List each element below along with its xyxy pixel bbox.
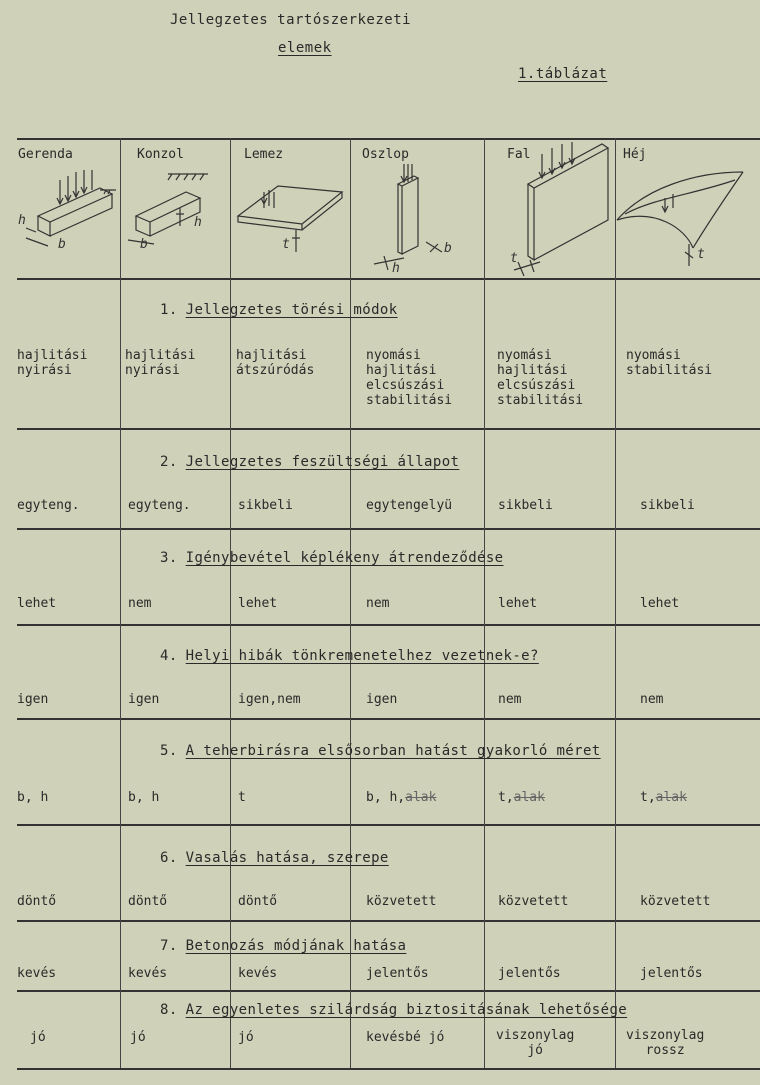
table-cell: egyteng. bbox=[17, 498, 80, 513]
table-cell: lehet bbox=[238, 596, 278, 611]
oszlop-b-label: b bbox=[444, 241, 452, 256]
fal-t-label: t bbox=[510, 251, 518, 266]
section-number: 7. bbox=[160, 938, 178, 954]
shell-icon bbox=[615, 168, 755, 268]
beam-h-label: h bbox=[18, 213, 26, 228]
konzol-b-label: b bbox=[140, 237, 148, 252]
page-subtitle: elemek bbox=[278, 40, 332, 56]
section-title bbox=[160, 454, 459, 470]
table-cell: b, h bbox=[128, 790, 160, 805]
beam-b-label: b bbox=[58, 237, 66, 252]
section-number: 4. bbox=[160, 648, 178, 664]
struck-text: alak bbox=[405, 790, 437, 805]
table-cell-value: t, bbox=[498, 790, 514, 805]
row-divider bbox=[17, 528, 760, 530]
table-cell bbox=[498, 790, 545, 805]
table-cell: viszonylag rossz bbox=[626, 1028, 705, 1058]
konzol-h-label: h bbox=[194, 215, 202, 230]
table-top-border bbox=[17, 138, 760, 140]
hej-t-label: t bbox=[697, 247, 705, 262]
cantilever-icon bbox=[124, 168, 230, 258]
section-title bbox=[160, 550, 504, 566]
section-number: 8. bbox=[160, 1002, 178, 1018]
wall-icon bbox=[488, 140, 614, 278]
table-cell: sikbeli bbox=[640, 498, 695, 513]
row-divider bbox=[17, 624, 760, 626]
table-cell: b, h bbox=[17, 790, 49, 805]
table-cell: igen bbox=[17, 692, 49, 707]
section-heading: Igénybevétel képlékeny átrendeződése bbox=[185, 550, 504, 566]
table-cell: nem bbox=[498, 692, 522, 707]
table-cell bbox=[366, 790, 436, 805]
table-cell: viszonylag jó bbox=[496, 1028, 575, 1058]
table-cell: közvetett bbox=[498, 894, 569, 909]
section-number: 1. bbox=[160, 302, 178, 318]
section-number: 2. bbox=[160, 454, 178, 470]
section-title bbox=[160, 743, 601, 759]
table-cell-value: b, h, bbox=[366, 790, 406, 805]
column-divider bbox=[350, 138, 351, 1068]
table-cell: kevés bbox=[128, 966, 168, 981]
table-cell: jó bbox=[130, 1030, 146, 1045]
table-cell: sikbeli bbox=[238, 498, 293, 513]
table-cell: igen bbox=[366, 692, 398, 707]
table-cell: közvetett bbox=[366, 894, 437, 909]
table-cell: hajlitási nyirási bbox=[125, 348, 196, 378]
table-cell: egyteng. bbox=[128, 498, 191, 513]
section-heading: Jellegzetes törési módok bbox=[185, 302, 398, 318]
table-cell: jelentős bbox=[498, 966, 561, 981]
section-title bbox=[160, 938, 406, 954]
table-cell: kevés bbox=[238, 966, 278, 981]
table-cell: igen,nem bbox=[238, 692, 301, 707]
section-heading: Betonozás módjának hatása bbox=[185, 938, 407, 954]
page-title: Jellegzetes tartószerkezeti bbox=[170, 12, 412, 28]
table-cell: jó bbox=[30, 1030, 46, 1045]
column-header-lemez: Lemez bbox=[244, 147, 284, 162]
table-cell: igen bbox=[128, 692, 160, 707]
table-cell bbox=[640, 790, 687, 805]
table-cell: nyomási hajlitási elcsúszási stabilitási bbox=[497, 348, 584, 408]
table-cell: jelentős bbox=[640, 966, 703, 981]
table-cell: jelentős bbox=[366, 966, 429, 981]
section-number: 3. bbox=[160, 550, 178, 566]
oszlop-h-label: h bbox=[392, 261, 400, 276]
table-cell: jó bbox=[238, 1030, 254, 1045]
column-header-oszlop: Oszlop bbox=[362, 147, 409, 162]
table-cell-value: t, bbox=[640, 790, 656, 805]
lemez-t-label: t bbox=[282, 237, 290, 252]
table-cell: lehet bbox=[498, 596, 538, 611]
section-heading: A teherbirásra elsősorban hatást gyakorló méret bbox=[185, 743, 601, 759]
table-cell: közvetett bbox=[640, 894, 711, 909]
column-divider bbox=[120, 138, 121, 1068]
table-cell: lehet bbox=[17, 596, 57, 611]
table-cell: kevésbé jó bbox=[366, 1030, 445, 1045]
row-divider bbox=[17, 920, 760, 922]
column-divider bbox=[230, 138, 231, 1068]
row-divider bbox=[17, 718, 760, 720]
table-cell: hajlitási nyirási bbox=[17, 348, 88, 378]
column-divider bbox=[615, 138, 616, 1068]
column-icon bbox=[364, 160, 474, 278]
table-cell: döntő bbox=[238, 894, 278, 909]
table-cell: hajlitási átszúródás bbox=[236, 348, 315, 378]
table-cell: nem bbox=[128, 596, 152, 611]
section-number: 5. bbox=[160, 743, 178, 759]
struck-text: alak bbox=[513, 790, 545, 805]
header-bottom-border bbox=[17, 278, 760, 280]
table-cell: kevés bbox=[17, 966, 57, 981]
table-cell: nyomási hajlitási elcsúszási stabilitási bbox=[366, 348, 453, 408]
column-header-hej: Héj bbox=[623, 147, 647, 162]
column-divider bbox=[484, 138, 485, 1068]
table-cell: sikbeli bbox=[498, 498, 553, 513]
column-header-gerenda: Gerenda bbox=[18, 147, 73, 162]
row-divider bbox=[17, 990, 760, 992]
struck-text: alak bbox=[655, 790, 687, 805]
plate-icon bbox=[234, 168, 350, 258]
section-title bbox=[160, 850, 389, 866]
beam-icon bbox=[20, 168, 120, 258]
table-cell: nem bbox=[640, 692, 664, 707]
section-title bbox=[160, 1002, 627, 1018]
row-divider bbox=[17, 428, 760, 430]
table-cell: döntő bbox=[128, 894, 168, 909]
table-cell: lehet bbox=[640, 596, 680, 611]
column-header-fal: Fal bbox=[507, 147, 531, 162]
table-number: 1.táblázat bbox=[518, 66, 608, 82]
row-divider bbox=[17, 824, 760, 826]
table-cell: nyomási stabilitási bbox=[626, 348, 713, 378]
section-heading: Vasalás hatása, szerepe bbox=[185, 850, 389, 866]
section-number: 6. bbox=[160, 850, 178, 866]
section-heading: Az egyenletes szilárdság biztositásának lehetősége bbox=[185, 1002, 628, 1018]
column-header-konzol: Konzol bbox=[137, 147, 184, 162]
table-cell: döntő bbox=[17, 894, 57, 909]
section-title bbox=[160, 648, 539, 664]
table-cell: nem bbox=[366, 596, 390, 611]
section-heading: Helyi hibák tönkremenetelhez vezetnek-e? bbox=[185, 648, 539, 664]
section-heading: Jellegzetes feszültségi állapot bbox=[185, 454, 460, 470]
table-bottom-border bbox=[17, 1068, 760, 1070]
table-cell: t bbox=[238, 790, 246, 805]
table-cell: egytengelyü bbox=[366, 498, 453, 513]
section-title bbox=[160, 302, 398, 318]
